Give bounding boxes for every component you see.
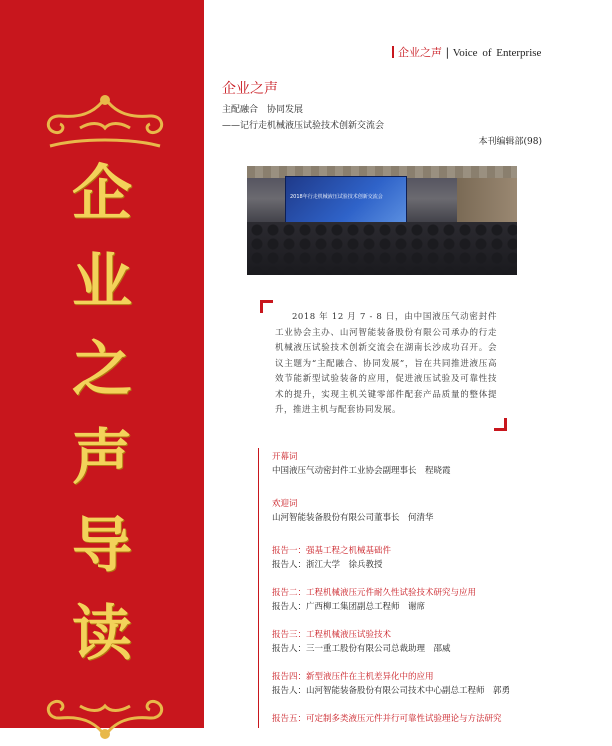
article-subtitle: ——记行走机械液压试验技术创新交流会 [222,121,385,131]
intro-paragraph: 2018 年 12 月 7 - 8 日，由中国液压气动密封件工业协会主办、山河智能装备股份有限公司承办的行走机械液压试验技术创新交流会在湖南长沙成功召开。会议主题为“主配融合、协同发展”，旨在共同推进液压高效节能新型试验装备的应用，促进液压试验及可靠性技术的提升，实现主机关键零部件配套产品质量的整体提升，推进主机与配套协同发展。 [275,312,497,415]
program-item-person: 报告人：浙江大学 徐兵教授 [272,560,383,570]
program-item-person: 报告人：广西柳工集团副总工程师 谢席 [272,602,426,612]
column-name-en: Voice of Enterprise [452,47,542,59]
quote-mark-close [494,418,507,431]
column-name-cn: 企业之声 [398,46,442,59]
ornament-bottom-icon [40,676,170,746]
column-header [388,44,541,60]
sidebar-title-char: 业 [72,247,132,317]
program-item-person: 报告人：山河智能装备股份有限公司技术中心副总工程师 郭勇 [272,686,511,696]
program-item [272,712,502,726]
program-item-person: 中国液压气动密封件工业协会副理事长 程晓霞 [272,466,451,476]
sidebar-banner [0,0,204,728]
program-item-head: 欢迎词 [272,499,298,509]
program-item-head: 报告一：强基工程之机械基础件 [272,546,392,556]
program-item [272,497,434,525]
program-item-head: 报告二：工程机械液压元件耐久性试验技术研究与应用 [272,588,477,598]
quote-mark-open [260,300,273,313]
program-rule [258,448,259,728]
header-separator: | [445,46,450,59]
ornament-top-icon [40,88,170,158]
photo-audience [247,222,517,275]
program-item [272,544,391,572]
editor-credit: 本刊编辑部(98) [478,137,542,147]
photo-screen-text: 2018年行走机械液压试验技术创新交流会 [290,194,383,200]
program-item-head: 开幕词 [272,452,298,462]
photo-screen [285,176,407,224]
program-item [272,586,476,614]
program-item-head: 报告四：新型液压件在主机差异化中的应用 [272,672,434,682]
sidebar-title-char: 企 [72,159,132,229]
program-item-head: 报告三：工程机械液压试验技术 [272,630,392,640]
program-item-person: 山河智能装备股份有限公司董事长 何清华 [272,513,434,523]
section-title: 企业之声 [222,81,278,97]
program-item-person: 报告人：三一重工股份有限公司总裁助理 邵威 [272,644,451,654]
sidebar-title-char: 之 [72,335,132,405]
program-item [272,450,451,478]
sidebar-title-char: 导 [72,511,132,581]
sidebar-title-char: 读 [72,599,132,669]
header-bar [392,46,394,58]
program-item [272,628,451,656]
sidebar-title-char: 声 [72,423,132,493]
sidebar-title [0,150,204,678]
conference-photo [247,166,517,275]
program-item-head: 报告五：可定制多类液压元件并行可靠性试验理论与方法研究 [272,714,502,724]
program-item [272,670,510,698]
article-title: 主配融合 协同发展 [222,105,304,115]
